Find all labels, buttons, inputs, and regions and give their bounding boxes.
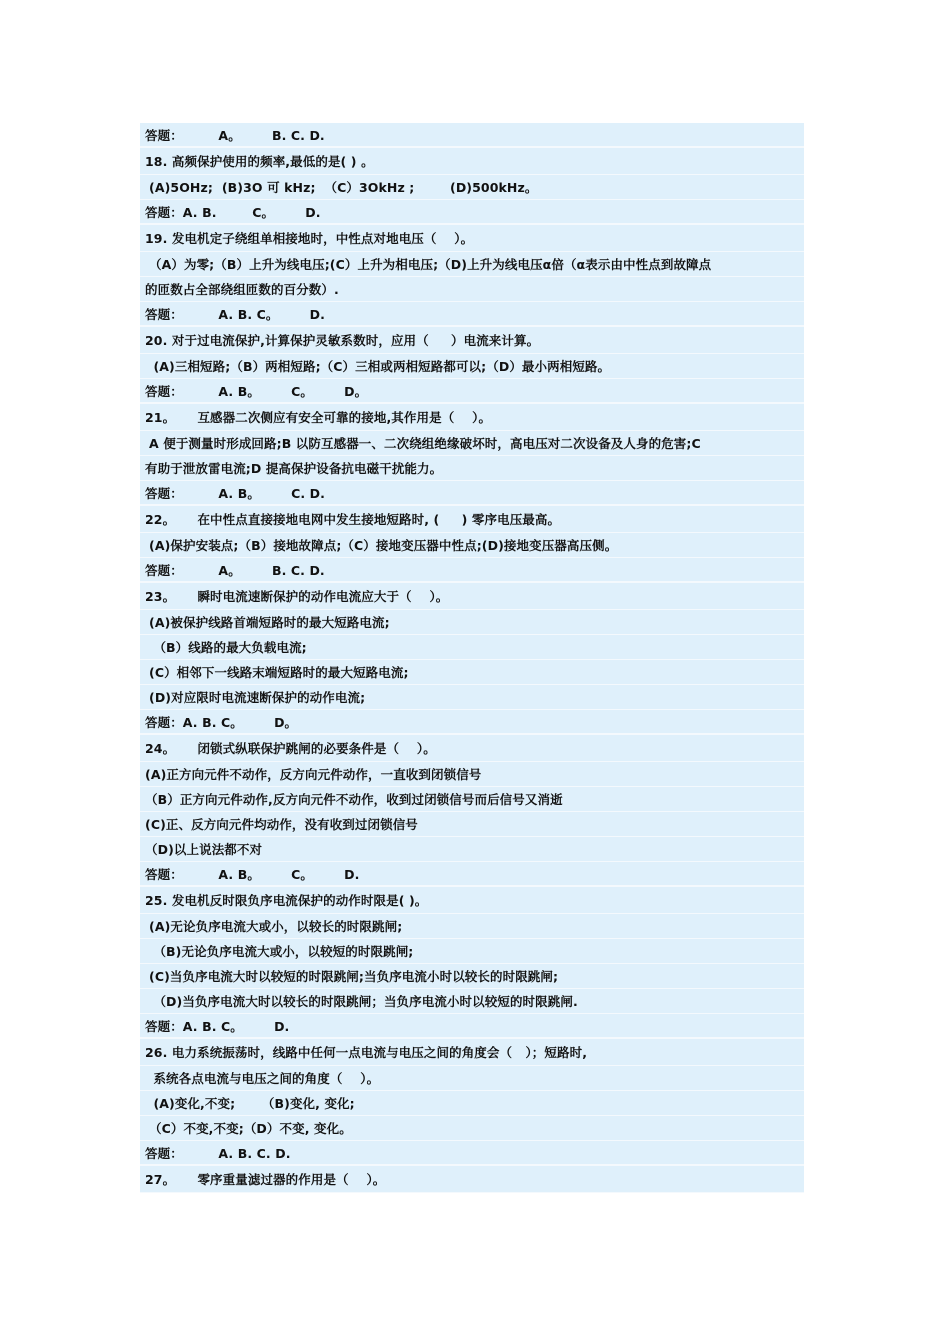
question-line: 23。 瞬时电流速断保护的动作电流应大于（ ）。 [140,583,804,610]
question-line: 18. 高频保护使用的频率,最低的是( ) 。 [140,148,804,175]
option-line: (A)正方向元件不动作，反方向元件动作，一直收到闭锁信号 [140,762,804,787]
option-line: (C）相邻下一线路末端短路时的最大短路电流; [140,660,804,685]
exam-document [140,123,804,1193]
option-line: (A)5OHz; (B)3O 可 kHz; （C）3OkHz ; (D)500kHz。 [140,175,804,200]
option-line: (A)保护安装点;（B）接地故障点;（C）接地变压器中性点;(D)接地变压器高压侧。 [140,533,804,558]
option-line: （D)以上说法都不对 [140,837,804,862]
option-line: (C)正、反方向元件均动作，没有收到过闭锁信号 [140,812,804,837]
answer-line: 答题： A. B。 C。 D. [140,862,804,887]
option-line: （B）正方向元件动作,反方向元件不动作，收到过闭锁信号而后信号又消逝 [140,787,804,812]
option-line: (A)无论负序电流大或小，以较长的时限跳闸; [140,914,804,939]
answer-line: 答题：A. B. C。 D. [140,200,804,225]
answer-line: 答题：A. B. C。 D。 [140,710,804,735]
option-line: (D)对应限时电流速断保护的动作电流; [140,685,804,710]
question-line: 20. 对于过电流保护,计算保护灵敏系数时，应用（ ）电流来计算。 [140,327,804,354]
answer-line: 答题： A. B. C. D. [140,1141,804,1166]
option-line: (C)当负序电流大时以较短的时限跳闸;当负序电流小时以较长的时限跳闸; [140,964,804,989]
answer-line: 答题： A。 B. C. D. [140,558,804,583]
option-line: （A）为零;（B）上升为线电压;(C）上升为相电压;（D)上升为线电压α倍（α表示由中性点到故障点 [140,252,804,277]
option-line: A 便于测量时形成回路;B 以防互感器一、二次绕组绝缘破坏时，高电压对二次设备及人身的危害;C [140,431,804,456]
question-line: 24。 闭锁式纵联保护跳闸的必要条件是（ ）。 [140,735,804,762]
question-line: 19. 发电机定子绕组单相接地时，中性点对地电压（ ）。 [140,225,804,252]
question-line: 25. 发电机反时限负序电流保护的动作时限是( )。 [140,887,804,914]
answer-line: 答题： A。 B. C. D. [140,123,804,148]
answer-line: 答题： A. B. C。 D. [140,302,804,327]
option-line: 有助于泄放雷电流;D 提高保护设备抗电磁干扰能力。 [140,456,804,481]
answer-line: 答题： A. B。 C. D. [140,481,804,506]
question-line: 26. 电力系统振荡时，线路中任何一点电流与电压之间的角度会（ ）；短路时, [140,1039,804,1066]
option-line: 的匝数占全部绕组匝数的百分数）. [140,277,804,302]
option-line: 系统各点电流与电压之间的角度（ ）。 [140,1066,804,1091]
option-line: (A)三相短路;（B）两相短路;（C）三相或两相短路都可以;（D）最小两相短路。 [140,354,804,379]
option-line: （C）不变,不变;（D）不变, 变化。 [140,1116,804,1141]
answer-line: 答题： A. B。 C。 D。 [140,379,804,404]
option-line: (A)被保护线路首端短路时的最大短路电流; [140,610,804,635]
answer-line: 答题：A. B. C。 D. [140,1014,804,1039]
option-line: (A)变化,不变; （B)变化, 变化; [140,1091,804,1116]
question-line: 21。 互感器二次侧应有安全可靠的接地,其作用是（ ）。 [140,404,804,431]
option-line: （B）线路的最大负载电流; [140,635,804,660]
question-line: 27。 零序重量滤过器的作用是（ ）。 [140,1166,804,1193]
option-line: （D)当负序电流大时以较长的时限跳闸；当负序电流小时以较短的时限跳闸. [140,989,804,1014]
option-line: （B)无论负序电流大或小，以较短的时限跳闸; [140,939,804,964]
question-line: 22。 在中性点直接接地电网中发生接地短路时, ( ) 零序电压最高。 [140,506,804,533]
